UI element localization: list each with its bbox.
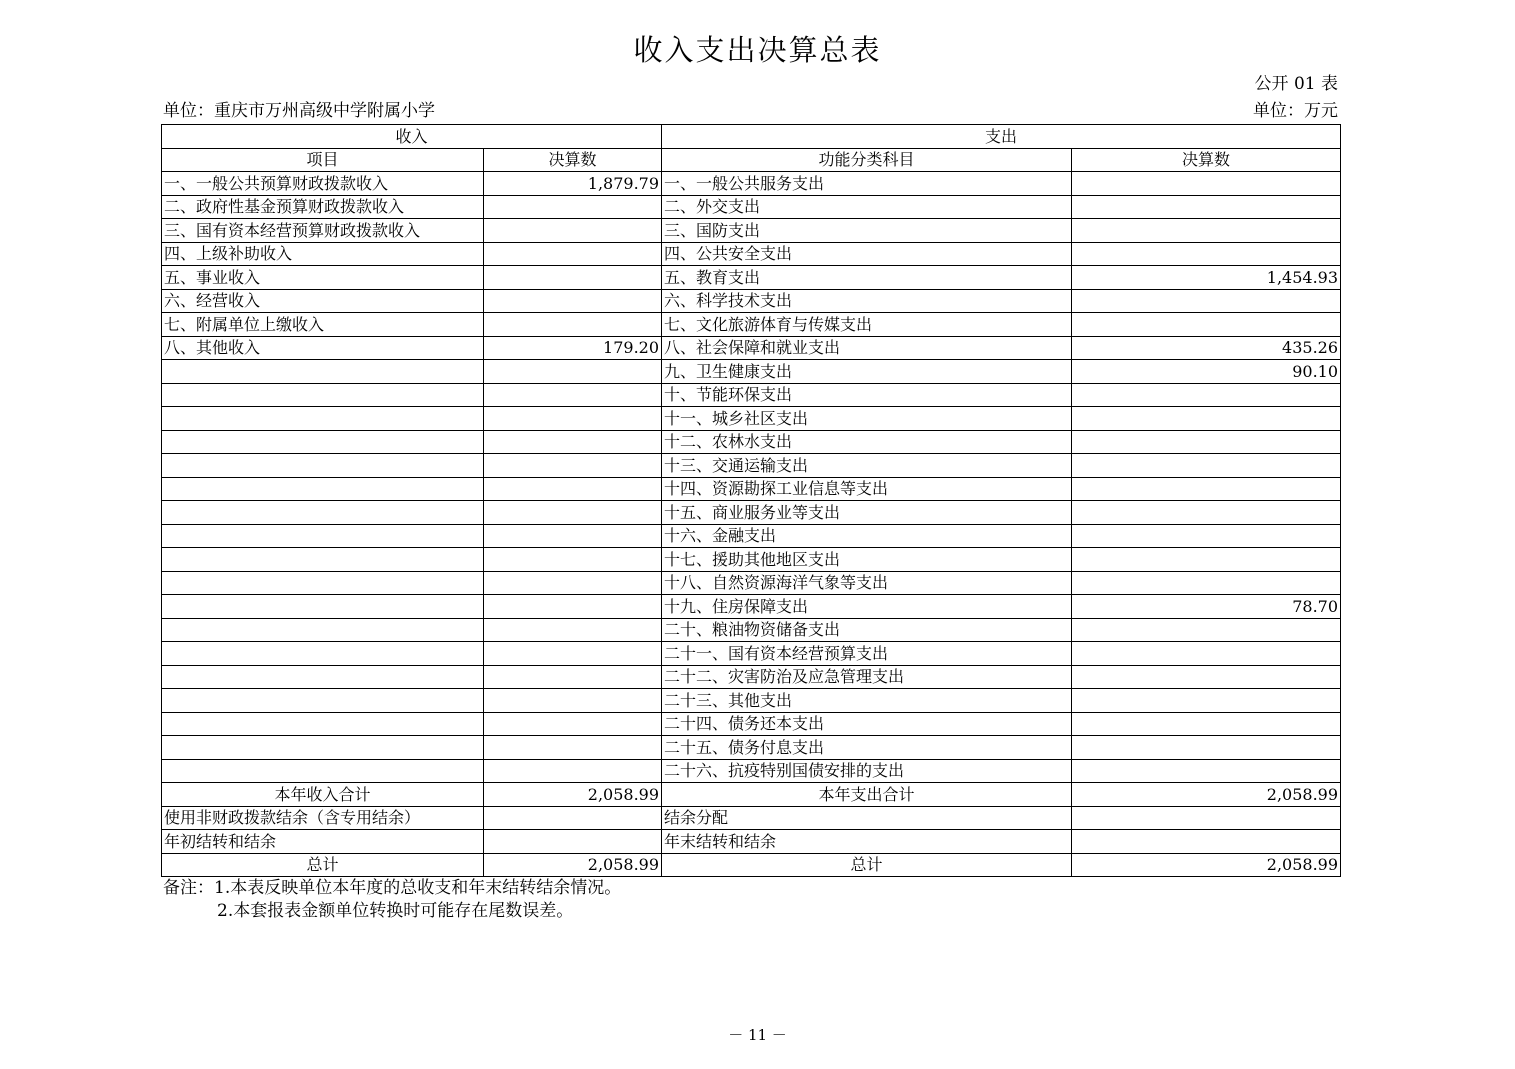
income-item-cell: 三、国有资本经营预算财政拨款收入 [162, 219, 484, 243]
income-item-cell: 总计 [162, 853, 484, 877]
table-row [162, 595, 1341, 619]
table-row [162, 783, 1341, 807]
expense-item-cell: 二十一、国有资本经营预算支出 [662, 642, 1072, 666]
expense-amount-cell: 2,058.99 [1072, 853, 1341, 877]
expense-item-cell: 一、一般公共服务支出 [662, 172, 1072, 196]
expense-item-cell: 五、教育支出 [662, 266, 1072, 290]
income-item-cell [162, 759, 484, 783]
income-item-cell: 使用非财政拨款结余（含专用结余） [162, 806, 484, 830]
expense-amount-cell [1072, 830, 1341, 854]
income-amount-cell [484, 407, 662, 431]
income-amount-cell [484, 712, 662, 736]
expense-item-cell: 十四、资源勘探工业信息等支出 [662, 477, 1072, 501]
expense-amount-cell [1072, 289, 1341, 313]
income-amount-cell [484, 665, 662, 689]
table-row [162, 336, 1341, 360]
expense-amount-cell [1072, 219, 1341, 243]
income-amount-cell [484, 313, 662, 337]
expense-item-cell: 二十四、债务还本支出 [662, 712, 1072, 736]
reporting-unit: 单位：重庆市万州高级中学附属小学 [163, 101, 435, 121]
income-item-cell [162, 360, 484, 384]
table-row [162, 360, 1341, 384]
income-expense-table [161, 124, 1341, 877]
table-row [162, 242, 1341, 266]
income-item-cell [162, 689, 484, 713]
income-item-cell [162, 642, 484, 666]
expense-amount-cell [1072, 806, 1341, 830]
income-amount-cell: 2,058.99 [484, 853, 662, 877]
income-amount-cell [484, 242, 662, 266]
income-item-cell [162, 736, 484, 760]
table-row [162, 830, 1341, 854]
income-amount-cell [484, 454, 662, 478]
expense-item-cell: 本年支出合计 [662, 783, 1072, 807]
expense-item-cell: 十七、援助其他地区支出 [662, 548, 1072, 572]
expense-amount-cell [1072, 195, 1341, 219]
expense-item-cell: 十三、交通运输支出 [662, 454, 1072, 478]
income-amount-cell [484, 360, 662, 384]
expense-item-cell: 二十、粮油物资储备支出 [662, 618, 1072, 642]
expense-item-cell: 十二、农林水支出 [662, 430, 1072, 454]
income-amount-cell [484, 266, 662, 290]
expense-amount-cell [1072, 242, 1341, 266]
table-row [162, 618, 1341, 642]
expense-amount-cell [1072, 618, 1341, 642]
header-row-columns [162, 148, 1341, 172]
income-item-cell [162, 665, 484, 689]
income-amount-cell: 2,058.99 [484, 783, 662, 807]
income-item-cell: 本年收入合计 [162, 783, 484, 807]
expense-amount-cell: 78.70 [1072, 595, 1341, 619]
expense-amount-cell [1072, 430, 1341, 454]
income-amount-cell [484, 195, 662, 219]
table-row [162, 665, 1341, 689]
income-amount-cell [484, 806, 662, 830]
expense-item-cell: 二十五、债务付息支出 [662, 736, 1072, 760]
income-amount-header: 决算数 [484, 148, 662, 172]
expense-header: 支出 [662, 125, 1341, 149]
expense-amount-cell [1072, 313, 1341, 337]
expense-amount-cell: 90.10 [1072, 360, 1341, 384]
expense-item-cell: 结余分配 [662, 806, 1072, 830]
income-item-cell: 七、附属单位上缴收入 [162, 313, 484, 337]
income-item-cell: 一、一般公共预算财政拨款收入 [162, 172, 484, 196]
page-number: － 11 － [728, 1026, 787, 1044]
income-amount-cell [484, 830, 662, 854]
expense-amount-cell [1072, 501, 1341, 525]
expense-amount-cell [1072, 383, 1341, 407]
income-amount-cell [484, 689, 662, 713]
table-row [162, 289, 1341, 313]
table-row [162, 501, 1341, 525]
table-code: 公开 01 表 [1254, 74, 1338, 94]
table-row [162, 477, 1341, 501]
income-item-cell [162, 477, 484, 501]
expense-item-cell: 七、文化旅游体育与传媒支出 [662, 313, 1072, 337]
income-amount-cell [484, 430, 662, 454]
expense-amount-cell [1072, 689, 1341, 713]
expense-item-cell: 二十二、灾害防治及应急管理支出 [662, 665, 1072, 689]
table-row [162, 642, 1341, 666]
expense-amount-cell [1072, 736, 1341, 760]
expense-amount-cell [1072, 454, 1341, 478]
income-amount-cell [484, 477, 662, 501]
page-title: 收入支出决算总表 [633, 33, 882, 67]
expense-amount-cell [1072, 172, 1341, 196]
income-item-cell [162, 595, 484, 619]
income-amount-cell [484, 501, 662, 525]
table-row [162, 219, 1341, 243]
income-amount-cell [484, 548, 662, 572]
table-row [162, 195, 1341, 219]
income-item-cell [162, 712, 484, 736]
income-item-cell: 八、其他收入 [162, 336, 484, 360]
income-amount-cell [484, 289, 662, 313]
income-amount-cell [484, 219, 662, 243]
expense-item-cell: 三、国防支出 [662, 219, 1072, 243]
expense-item-cell: 总计 [662, 853, 1072, 877]
expense-item-cell: 年末结转和结余 [662, 830, 1072, 854]
income-amount-cell: 1,879.79 [484, 172, 662, 196]
expense-item-cell: 十一、城乡社区支出 [662, 407, 1072, 431]
table-row [162, 548, 1341, 572]
table-row [162, 266, 1341, 290]
expense-item-cell: 十、节能环保支出 [662, 383, 1072, 407]
income-item-cell [162, 454, 484, 478]
expense-item-cell: 四、公共安全支出 [662, 242, 1072, 266]
expense-amount-cell [1072, 571, 1341, 595]
income-amount-cell [484, 642, 662, 666]
income-amount-cell [484, 571, 662, 595]
expense-amount-cell [1072, 759, 1341, 783]
notes [163, 877, 621, 923]
table-row [162, 571, 1341, 595]
income-item-cell [162, 407, 484, 431]
expense-amount-cell [1072, 665, 1341, 689]
income-item-cell [162, 618, 484, 642]
expense-item-cell: 十六、金融支出 [662, 524, 1072, 548]
income-item-cell: 二、政府性基金预算财政拨款收入 [162, 195, 484, 219]
note-2: 2.本套报表金额单位转换时可能存在尾数误差。 [217, 901, 574, 921]
expense-item-cell: 九、卫生健康支出 [662, 360, 1072, 384]
income-item-cell: 年初结转和结余 [162, 830, 484, 854]
expense-amount-cell: 435.26 [1072, 336, 1341, 360]
expense-amount-cell [1072, 477, 1341, 501]
item-header: 项目 [162, 148, 484, 172]
income-item-cell [162, 383, 484, 407]
expense-amount-header: 决算数 [1072, 148, 1341, 172]
income-header: 收入 [162, 125, 662, 149]
income-item-cell [162, 571, 484, 595]
expense-item-cell: 二、外交支出 [662, 195, 1072, 219]
currency-unit: 单位：万元 [1253, 101, 1338, 121]
func-class-header: 功能分类科目 [662, 148, 1072, 172]
table-row [162, 430, 1341, 454]
table-row [162, 407, 1341, 431]
expense-item-cell: 六、科学技术支出 [662, 289, 1072, 313]
table-row [162, 736, 1341, 760]
income-amount-cell [484, 383, 662, 407]
expense-amount-cell [1072, 407, 1341, 431]
expense-item-cell: 二十六、抗疫特别国债安排的支出 [662, 759, 1072, 783]
expense-item-cell: 十九、住房保障支出 [662, 595, 1072, 619]
expense-amount-cell [1072, 524, 1341, 548]
table-row [162, 806, 1341, 830]
table-row [162, 853, 1341, 877]
income-item-cell [162, 548, 484, 572]
table-row [162, 759, 1341, 783]
income-amount-cell [484, 759, 662, 783]
income-amount-cell [484, 524, 662, 548]
income-item-cell: 四、上级补助收入 [162, 242, 484, 266]
income-amount-cell: 179.20 [484, 336, 662, 360]
income-amount-cell [484, 618, 662, 642]
expense-item-cell: 十八、自然资源海洋气象等支出 [662, 571, 1072, 595]
income-item-cell [162, 524, 484, 548]
table-row [162, 712, 1341, 736]
expense-amount-cell: 1,454.93 [1072, 266, 1341, 290]
income-item-cell: 五、事业收入 [162, 266, 484, 290]
expense-item-cell: 二十三、其他支出 [662, 689, 1072, 713]
expense-amount-cell [1072, 642, 1341, 666]
note-1: 备注：1.本表反映单位本年度的总收支和年末结转结余情况。 [163, 878, 622, 898]
income-amount-cell [484, 736, 662, 760]
income-item-cell: 六、经营收入 [162, 289, 484, 313]
expense-amount-cell: 2,058.99 [1072, 783, 1341, 807]
income-item-cell [162, 430, 484, 454]
expense-item-cell: 十五、商业服务业等支出 [662, 501, 1072, 525]
table-row [162, 524, 1341, 548]
table-row [162, 383, 1341, 407]
expense-amount-cell [1072, 548, 1341, 572]
expense-amount-cell [1072, 712, 1341, 736]
income-amount-cell [484, 595, 662, 619]
table-row [162, 454, 1341, 478]
income-item-cell [162, 501, 484, 525]
table-row [162, 172, 1341, 196]
header-row-group [162, 125, 1341, 149]
table-row [162, 689, 1341, 713]
expense-item-cell: 八、社会保障和就业支出 [662, 336, 1072, 360]
table-row [162, 313, 1341, 337]
